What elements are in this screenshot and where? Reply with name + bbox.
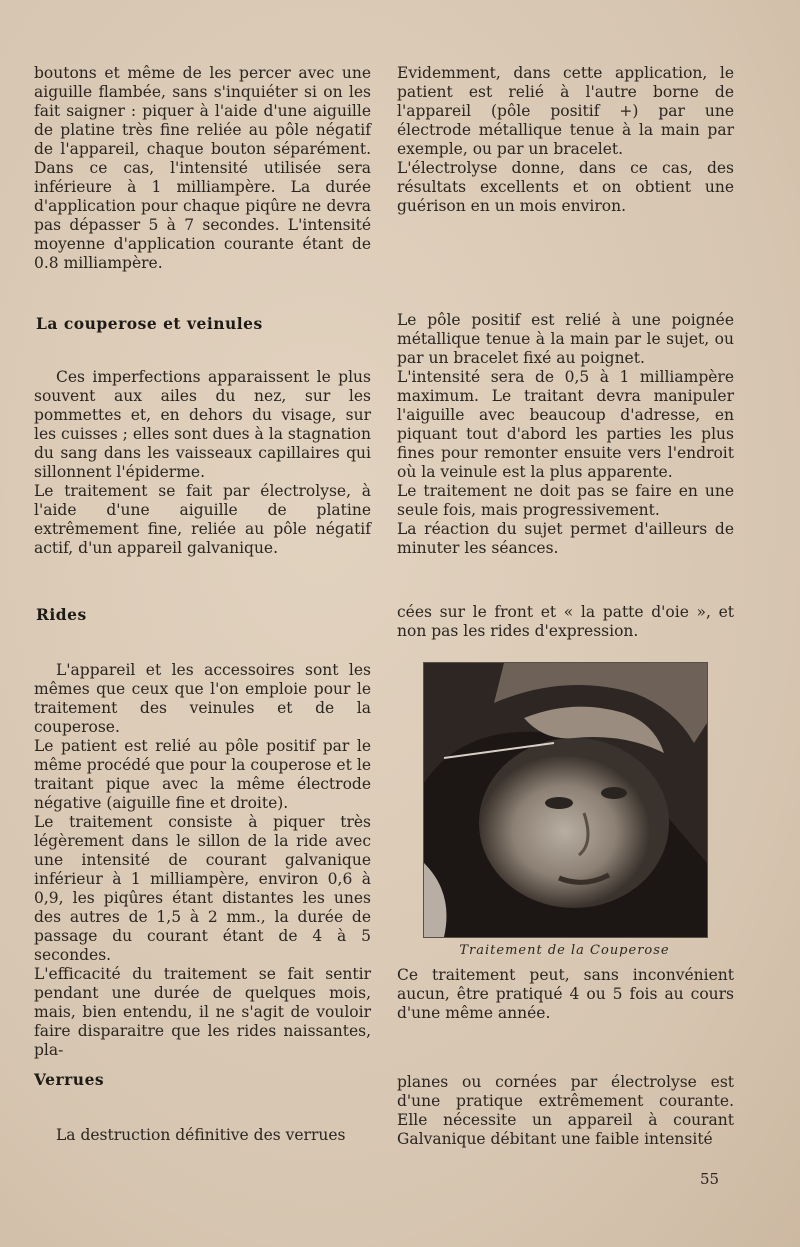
left-intro	[34, 64, 371, 273]
paragraph: L'intensité sera de 0,5 à 1 milliampère maximum. Le traitant devra manipuler l'aiguille avec beaucoup d'adresse, en piquant tout d'abord les parties les plus fines pour remonter ensuite vers l'endroit où la veinule est la plus apparente.	[397, 368, 734, 481]
paragraph: L'électrolyse donne, dans ce cas, des résultats excellents et on obtient une guérison en un mois environ.	[397, 159, 734, 215]
paragraph: Ce traitement peut, sans inconvénient aucun, être pratiqué 4 ou 5 fois au cours d'une même année.	[397, 966, 734, 1022]
page-number: 55	[700, 1170, 720, 1188]
paragraph: L'efficacité du traitement se fait sentir pendant une durée de quelques mois, mais, bien entendu, il ne s'agit de vouloir faire disparaitre que les rides naissantes, pla-	[34, 965, 371, 1059]
right-couperose	[397, 311, 734, 558]
paragraph: planes ou cornées par électrolyse est d'une pratique extrêmement courante. Elle nécessite un appareil à courant Galvanique débitant une faible intensité	[397, 1073, 734, 1148]
paragraph: Le traitement ne doit pas se faire en une seule fois, mais progressivement.	[397, 482, 734, 519]
section-title-rides: Rides	[36, 605, 87, 624]
right-intro	[397, 64, 734, 216]
right-rides-continued	[397, 603, 734, 641]
paragraph: Le patient est relié au pôle positif par le même procédé que pour la couperose et le traitant pique avec la même électrode négative (aiguille fine et droite).	[34, 737, 371, 812]
paragraph: Ces imperfections apparaissent le plus souvent aux ailes du nez, sur les pommettes et, en dehors du visage, sur les cuisses ; elles sont dues à la stagnation du sang dans les vaisseaux capillaires qui sillonnent l'épiderme.	[34, 368, 371, 481]
paragraph: Le pôle positif est relié à une poignée métallique tenue à la main par le sujet, ou par un bracelet fixé au poignet.	[397, 311, 734, 367]
paragraph: La destruction définitive des verrues	[56, 1126, 346, 1144]
right-rides-end	[397, 966, 734, 1023]
right-verrues	[397, 1073, 734, 1149]
paragraph: cées sur le front et « la patte d'oie », et non pas les rides d'expression.	[397, 603, 734, 640]
photo-caption: Traitement de la Couperose	[459, 943, 670, 958]
left-verrues	[34, 1126, 371, 1145]
paragraph: La réaction du sujet permet d'ailleurs de minuter les séances.	[397, 520, 734, 557]
left-rides	[34, 661, 371, 1060]
treatment-photo	[423, 662, 708, 938]
photo-illustration	[424, 663, 707, 937]
left-couperose	[34, 368, 371, 558]
paragraph: Evidemment, dans cette application, le patient est relié à l'autre borne de l'appareil (pôle positif +) par une électrode métallique tenue à la main par exemple, ou par un bracelet.	[397, 64, 734, 158]
paragraph: boutons et même de les percer avec une aiguille flambée, sans s'inquiéter si on les fait saigner : piquer à l'aide d'une aiguille de platine très fine reliée au pôle négatif de l'appareil, chaque bouton séparément. Dans ce cas, l'intensité utilisée sera inférieure à 1 milliampère. La durée d'application pour chaque piqûre ne devra pas dépasser 5 à 7 secondes. L'intensité moyenne d'application courante étant de 0.8 milliampère.	[34, 64, 371, 272]
section-title-verrues: Verrues	[34, 1070, 105, 1089]
section-title-couperose: La couperose et veinules	[36, 314, 263, 333]
paragraph: Le traitement se fait par électrolyse, à l'aide d'une aiguille de platine extrêmement fine, reliée au pôle négatif actif, d'un appareil galvanique.	[34, 482, 371, 557]
paragraph: Le traitement consiste à piquer très légèrement dans le sillon de la ride avec une intensité de courant galvanique inférieur à 1 milliampère, environ 0,6 à 0,9, les piqûres étant distantes les unes des autres de 1,5 à 2 mm., la durée de passage du courant étant de 4 à 5 secondes.	[34, 813, 371, 964]
paragraph: L'appareil et les accessoires sont les mêmes que ceux que l'on emploie pour le traitement des veinules et de la couperose.	[34, 661, 371, 736]
